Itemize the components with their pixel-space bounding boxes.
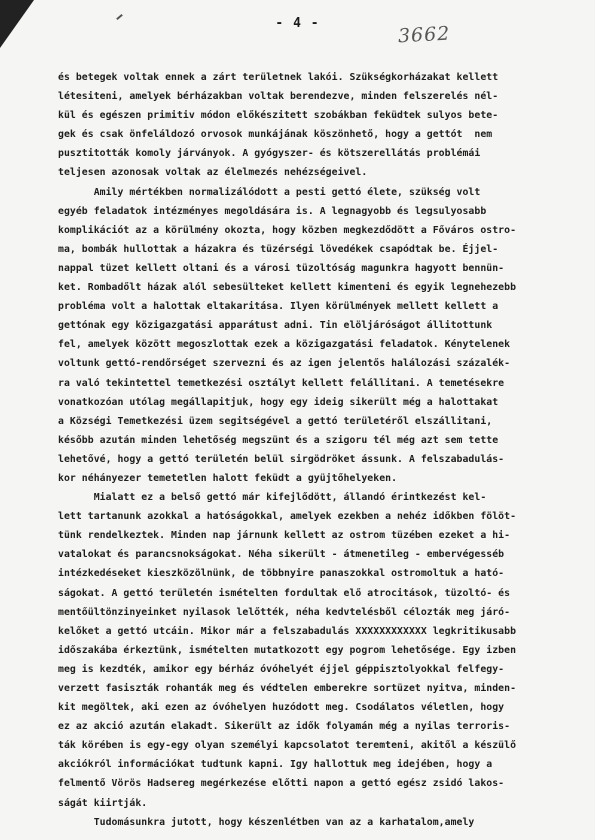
text-line: ságát kiirtják. <box>58 797 148 809</box>
text-line: gek és csak önfeláldozó orvosok munkájának köszönhető, hogy a gettót nem <box>58 129 493 141</box>
text-line: kül és egészen primitiv módon előkészitett szobákban feküdtek sulyos bete- <box>58 110 499 122</box>
text-line: felmentő Vörös Hadsereg megérkezése előtti napon a gettó egész zsidó lakos- <box>58 778 505 790</box>
text-line: komplikációt az a körülmény okozta, hogy közben megkezdődött a Főváros ostro- <box>58 224 517 236</box>
text-line: verzett fasiszták rohanták meg és védtelen emberekre sortüzet nyitva, minden- <box>58 683 517 694</box>
text-line: időszakába érkeztünk, ismételten mutatkozott egy pogrom lehetősége. Egy izben <box>58 644 517 656</box>
text-line: nappal tüzet kellett oltani és a városi tüzoltóság magunkra hagyott bennün- <box>58 262 505 274</box>
text-line: ságokat. A gettó területén ismételten fordultak elő atrocitások, tüzoltó- és <box>58 587 511 599</box>
text-line: meg is kezdték, amikor egy bérház óvóhelyét éjjel géppisztolyokkal felfegy- <box>58 663 505 675</box>
typewritten-body-text <box>58 68 578 832</box>
text-line: mentőültönzinyeinket nyilasok lelőtték, néha kedvtelésből célozták meg járó- <box>58 606 511 618</box>
text-line: fel, amelyek között megoszlottak ezek a közigazgatási feladatok. Kénytelenek <box>58 339 511 351</box>
text-line: létesiteni, amelyek bérházakban voltak berendezve, minden felszerelés nél- <box>58 91 499 103</box>
handwritten-archive-number: 3662 <box>397 22 451 48</box>
text-line: akciókról információkat tudtunk kapni. Igy hallottuk meg idejében, hogy a <box>58 759 493 771</box>
text-line: Tudomásunkra jutott, hogy készenlétben van az a karhatalom,amely <box>58 816 475 828</box>
text-line: voltunk gettó-rendőrséget szervezni és az igen jelentős halálozási százalék- <box>58 358 511 370</box>
text-line: később azután minden lehetőség megszünt és a szigoru tél még azt sem tette <box>58 434 499 446</box>
text-line: vatalokat és parancsnokságokat. Néha sikerült - átmenetileg - embervégesséb <box>58 549 505 561</box>
text-line: kor néhányezer temetetlen halott feküdt a gyüjtőhelyeken. <box>58 472 398 484</box>
text-line: teljesen azonosak voltak az élelmezés nehézségeivel. <box>58 167 368 179</box>
text-line: kit megöltek, aki ezen az óvóhelyen huzódott meg. Csodálatos véletlen, hogy <box>58 702 505 714</box>
text-line: Mialatt ez a belső gettó már kifejlődött, állandó érintkezést kel- <box>58 492 487 504</box>
text-line: ra való tekintettel temetkezési osztályt kellett felállitani. A temetésekre <box>58 377 505 389</box>
text-line: egyéb feladatok intézményes megoldására is. A legnagyobb és legsulyosabb <box>58 205 487 217</box>
text-line: Amily mértékben normalizálódott a pesti gettó élete, szükség volt <box>58 186 481 198</box>
text-line: ket. Rombadőlt házak alól sebesülteket kellett kimenteni és egyik legnehezebb <box>58 282 517 294</box>
text-line: ták körében is egy-egy olyan személyi kapcsolatot teremteni, akitől a készülő <box>58 740 517 752</box>
text-line: ma, bombák hullottak a házakra és tüzérségi lövedékek csapódtak be. Éjjel- <box>58 243 499 255</box>
text-line: tünk rendelkeztek. Minden nap járnunk kellett az ostrom tüzében ezeket a hi- <box>58 530 511 542</box>
text-line: gettónak egy közigazgatási apparátust adni. Tin elöljáróságot állitottunk <box>58 320 493 332</box>
text-line: a Községi Temetkezési üzem segitségével a gettó területéről elszállitani, <box>58 415 493 427</box>
text-line: kelőket a gettó utcáin. Mikor már a felszabadulás XXXXXXXXXXXX legkritikusabb <box>58 625 517 637</box>
text-line: pusztitották komoly járványok. A gyógyszer- és kötszerellátás problémái <box>58 148 481 160</box>
text-line: lett tartanunk azokkal a hatóságokkal, amelyek ezekben a nehéz időkben fölöt- <box>58 511 517 523</box>
text-line: intézkedéseket kieszközölnünk, de többnyire panaszokkal ostromoltuk a ható- <box>58 568 505 580</box>
page-number: - 4 - <box>275 16 320 31</box>
text-line: lehetővé, hogy a gettó területén belül sirgödröket ássunk. A felszabadulás- <box>58 453 505 465</box>
text-line: probléma volt a halottak eltakaritása. Ilyen körülmények mellett kellett a <box>58 301 499 313</box>
text-line: vonatkozóan utólag megállapitjuk, hogy egy ideig sikerült még a halottakat <box>58 396 499 408</box>
text-line: és betegek voltak ennek a zárt területnek lakói. Szükségkorházakat kellett <box>58 72 499 83</box>
text-line: ez az akció azután elakadt. Sikerült az idők folyamán még a nyilas terroris- <box>58 721 511 733</box>
